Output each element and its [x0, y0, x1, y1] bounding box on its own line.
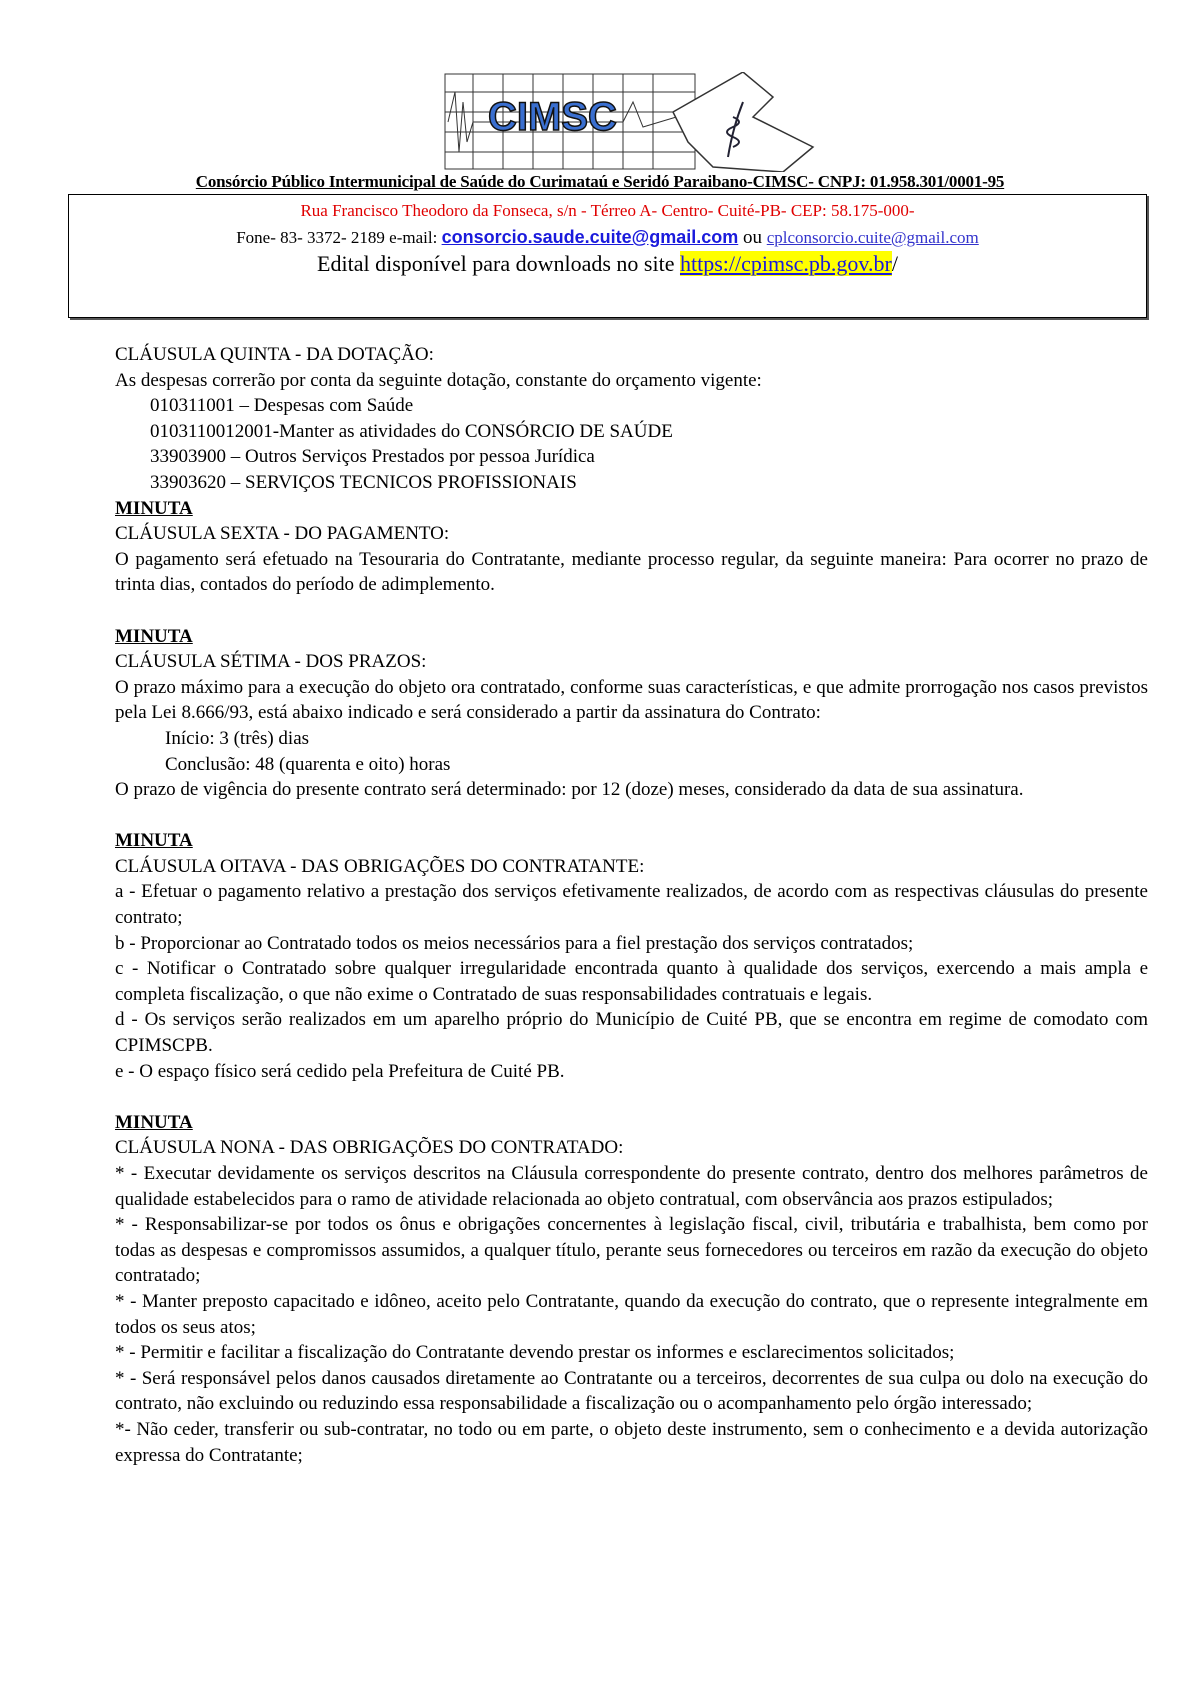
- minuta-label: MINUTA: [115, 497, 193, 519]
- paragraph: * - Executar devidamente os serviços descritos na Cláusula correspondente do presente contrato, dentro dos melhores parâmetros de qualidade estabelecidos para o ramo de atividade relacionada ao objeto contratual, com observância aos prazos estipulados;: [115, 1163, 1148, 1210]
- budget-line: 33903900 – Outros Serviços Prestados por pessoa Jurídica: [150, 446, 595, 468]
- paragraph: O pagamento será efetuado na Tesouraria do Contratante, mediante processo regular, da seguinte maneira: Para ocorrer no prazo de trinta dias, contados do período de adimplemento.: [115, 548, 1148, 596]
- document-body: [115, 342, 1148, 1468]
- deadline-line: Conclusão: 48 (quarenta e oito) horas: [165, 753, 451, 775]
- site-link[interactable]: https://cpimsc.pb.gov.br: [679, 251, 892, 276]
- paragraph: * - Manter preposto capacitado e idôneo, aceito pelo Contratante, quando da execução do contrato, que o represente integralmente em todos os seus atos;: [115, 1290, 1148, 1338]
- paragraph: e - O espaço físico será cedido pela Prefeitura de Cuité PB.: [115, 1060, 565, 1082]
- paragraph: O prazo de vigência do presente contrato será determinado: por 12 (doze) meses, considerado da data de sua assinatura.: [115, 779, 1024, 801]
- paragraph: *- Não ceder, transferir ou sub-contratar, no todo ou em parte, o objeto deste instrumento, sem o conhecimento e a devida autorização expressa do Contratante;: [115, 1418, 1148, 1466]
- minuta-label: MINUTA: [115, 1111, 193, 1133]
- minuta-label: MINUTA: [115, 625, 193, 647]
- clause-line: CLÁUSULA NONA - DAS OBRIGAÇÕES DO CONTRATADO:: [115, 1137, 624, 1159]
- paragraph: a - Efetuar o pagamento relativo a prestação dos serviços efetivamente realizados, de acordo com as respectivas cláusulas do presente contrato;: [115, 881, 1148, 929]
- organization-title: Consórcio Público Intermunicipal de Saúde do Curimataú e Seridó Paraibano-CIMSC- CNPJ: 01.958.301/0001-95: [195, 172, 1005, 191]
- minuta-label: MINUTA: [115, 830, 193, 852]
- paragraph: * - Responsabilizar-se por todos os ônus e obrigações concernentes à legislação fiscal, civil, tributária e trabalhista, bem como por todas as despesas e compromissos assumidos, a qualquer título, perante seus fornecedores ou terceiros em razão da execução do objeto contratado;: [115, 1214, 1148, 1287]
- cimsc-logo: [443, 72, 823, 172]
- paragraph: b - Proporcionar ao Contratado todos os meios necessários para a fiel prestação dos serviços contratados;: [115, 932, 914, 954]
- contact-box: [68, 194, 1147, 318]
- email-link-primary[interactable]: consorcio.saude.cuite@gmail.com: [441, 227, 739, 247]
- site-text: Edital disponível para downloads no site: [317, 251, 680, 276]
- contact-line: [69, 227, 1146, 249]
- paragraph: * - Permitir e facilitar a fiscalização do Contratante devendo prestar os informes e esclarecimentos solicitados;: [115, 1342, 955, 1364]
- address: Rua Francisco Theodoro da Fonseca, s/n - Térreo A- Centro- Cuité-PB- CEP: 58.175-000-: [300, 201, 915, 220]
- paragraph: * - Será responsável pelos danos causados diretamente ao Contratante ou a terceiros, decorrentes de sua culpa ou dolo na execução do contrato, não excluindo ou reduzindo essa responsabilidade a fiscalização ou o acompanhamento pelo órgão interessado;: [115, 1367, 1148, 1415]
- paragraph: O prazo máximo para a execução do objeto ora contratado, conforme suas características, e que admite prorrogação nos casos previstos pela Lei 8.666/93, está abaixo indicado e será considerado a partir da assinatura do Contrato:: [115, 676, 1148, 724]
- deadline-line: Início: 3 (três) dias: [165, 727, 310, 749]
- clause-line: CLÁUSULA QUINTA - DA DOTAÇÃO:: [115, 344, 434, 365]
- svg-text:CIMSC: CIMSC: [488, 95, 617, 139]
- phone-text: Fone- 83- 3372- 2189 e-mail:: [236, 228, 442, 247]
- site-suffix: /: [891, 251, 898, 276]
- site-line: [69, 251, 1146, 277]
- spacer: [115, 598, 1148, 624]
- clause-line: CLÁUSULA SEXTA - DO PAGAMENTO:: [115, 523, 450, 545]
- paragraph: d - Os serviços serão realizados em um aparelho próprio do Município de Cuité PB, que se encontra em regime de comodato com CPIMSCPB.: [115, 1009, 1148, 1057]
- spacer: [115, 1084, 1148, 1110]
- clause-line: As despesas correrão por conta da seguinte dotação, constante do orçamento vigente:: [115, 369, 762, 391]
- spacer: [115, 803, 1148, 829]
- email-link-secondary[interactable]: cplconsorcio.cuite@gmail.com: [766, 228, 979, 247]
- budget-line: 0103110012001-Manter as atividades do CONSÓRCIO DE SAÚDE: [150, 420, 673, 442]
- paragraph: c - Notificar o Contratado sobre qualquer irregularidade encontrada quanto à qualidade dos serviços, exercendo a mais ampla e completa fiscalização, o que não exime o Contratado de suas responsabilidades contratuais e legais.: [115, 958, 1148, 1005]
- budget-line: 33903620 – SERVIÇOS TECNICOS PROFISSIONAIS: [150, 471, 577, 493]
- budget-line: 010311001 – Despesas com Saúde: [150, 395, 414, 417]
- or-text: ou: [738, 227, 767, 248]
- clause-line: CLÁUSULA OITAVA - DAS OBRIGAÇÕES DO CONTRATANTE:: [115, 855, 645, 877]
- clause-line: CLÁUSULA SÉTIMA - DOS PRAZOS:: [115, 651, 427, 673]
